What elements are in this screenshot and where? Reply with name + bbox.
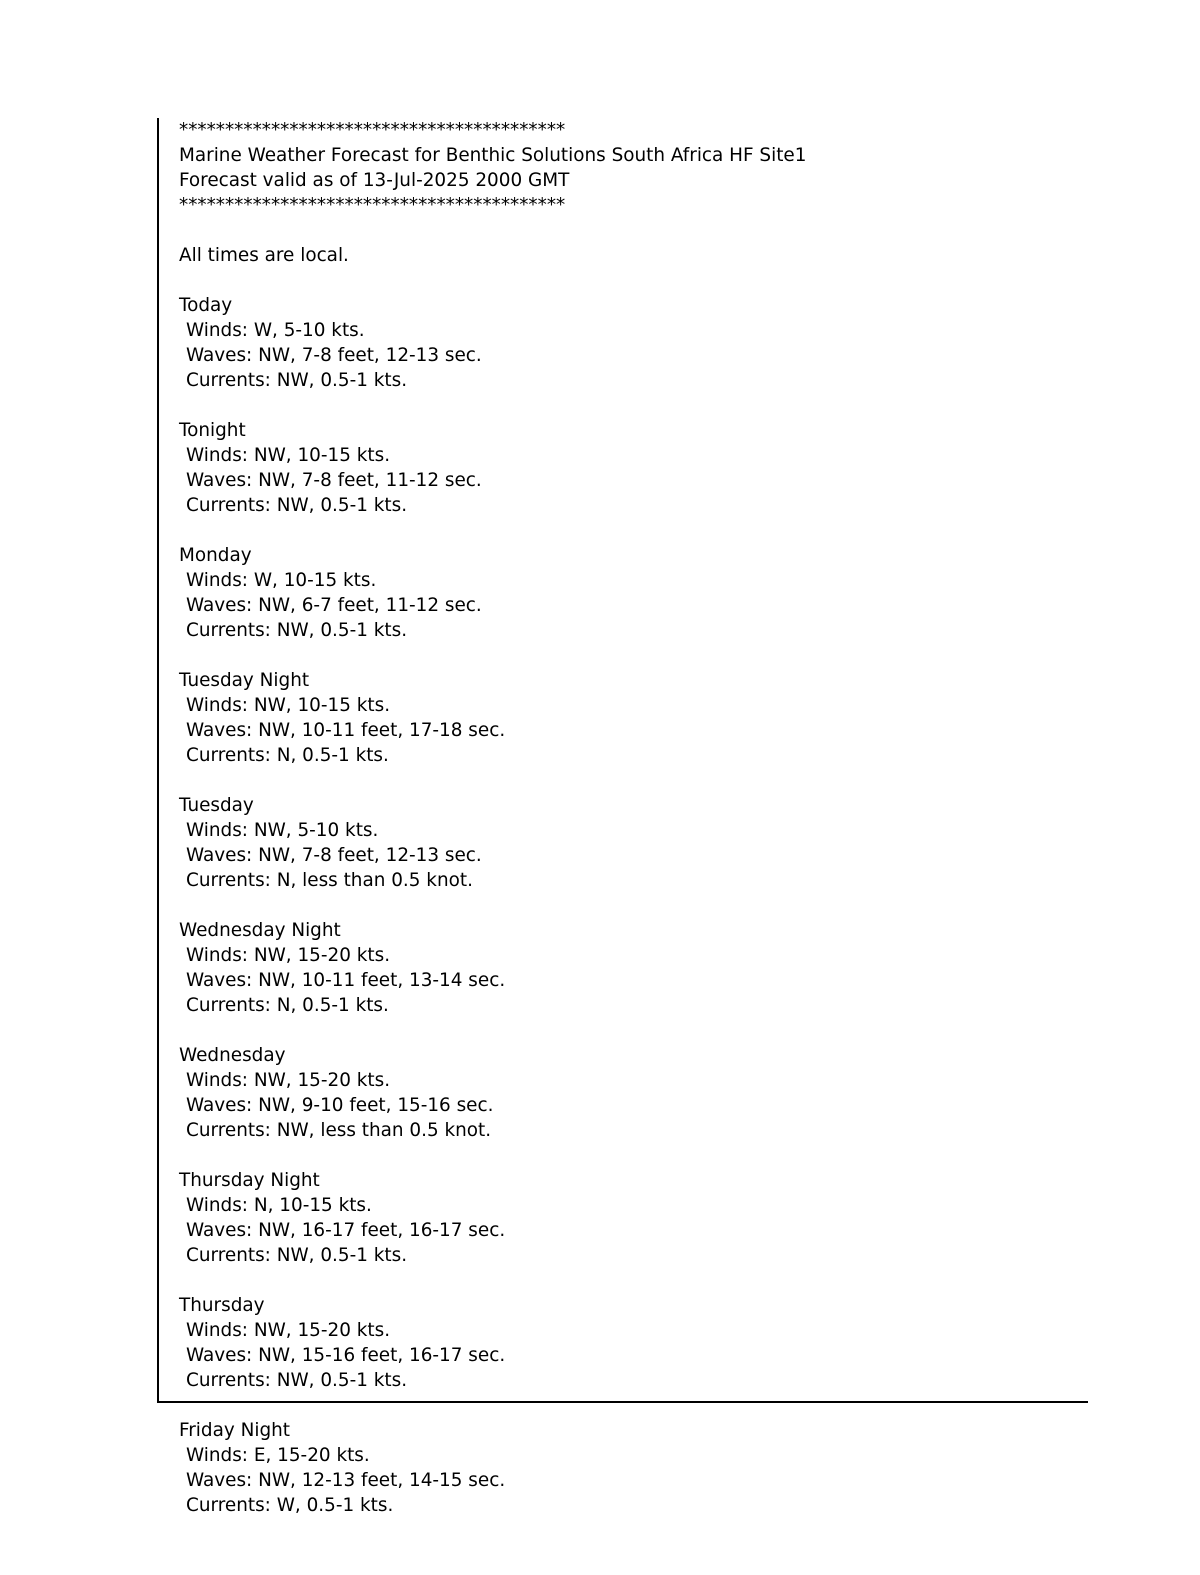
forecast-valid-line: Forecast valid as of 13-Jul-2025 2000 GMT <box>179 170 570 191</box>
period-label: Thursday <box>179 1295 265 1316</box>
blank-line <box>179 1143 806 1168</box>
blank-line <box>179 218 806 243</box>
blank-line <box>179 393 806 418</box>
currents-line: Currents: NW, 0.5-1 kts. <box>186 495 408 516</box>
currents-line: Currents: NW, 0.5-1 kts. <box>186 1245 408 1266</box>
forecast-period <box>179 668 806 793</box>
period-label: Tonight <box>179 420 246 441</box>
period-label: Wednesday Night <box>179 920 341 941</box>
waves-line: Waves: NW, 10-11 feet, 17-18 sec. <box>186 720 506 741</box>
waves-line: Waves: NW, 6-7 feet, 11-12 sec. <box>186 595 482 616</box>
period-label: Wednesday <box>179 1045 286 1066</box>
winds-line: Winds: W, 5-10 kts. <box>186 320 365 341</box>
currents-line: Currents: NW, 0.5-1 kts. <box>186 1370 408 1391</box>
blank-line <box>179 1518 806 1543</box>
forecast-period <box>179 543 806 668</box>
currents-line: Currents: NW, 0.5-1 kts. <box>186 620 408 641</box>
separator-top: ****************************************** <box>179 120 566 141</box>
blank-line <box>179 893 806 918</box>
forecast-period <box>179 1418 806 1543</box>
winds-line: Winds: W, 10-15 kts. <box>186 570 377 591</box>
forecast-period <box>179 293 806 418</box>
times-note: All times are local. <box>179 245 349 266</box>
blank-line <box>179 1018 806 1043</box>
forecast-period <box>179 793 806 918</box>
blank-line <box>179 768 806 793</box>
currents-line: Currents: W, 0.5-1 kts. <box>186 1495 394 1516</box>
period-label: Monday <box>179 545 252 566</box>
currents-line: Currents: N, 0.5-1 kts. <box>186 745 389 766</box>
forecast-period <box>179 418 806 543</box>
winds-line: Winds: E, 15-20 kts. <box>186 1445 370 1466</box>
forecast-periods <box>179 293 806 1543</box>
forecast-text <box>179 118 806 1543</box>
currents-line: Currents: N, 0.5-1 kts. <box>186 995 389 1016</box>
blank-line <box>179 518 806 543</box>
document-title: Marine Weather Forecast for Benthic Solutions South Africa HF Site1 <box>179 145 807 166</box>
waves-line: Waves: NW, 7-8 feet, 11-12 sec. <box>186 470 482 491</box>
waves-line: Waves: NW, 7-8 feet, 12-13 sec. <box>186 845 482 866</box>
winds-line: Winds: NW, 5-10 kts. <box>186 820 379 841</box>
waves-line: Waves: NW, 16-17 feet, 16-17 sec. <box>186 1220 506 1241</box>
forecast-period <box>179 918 806 1043</box>
winds-line: Winds: NW, 15-20 kts. <box>186 945 391 966</box>
winds-line: Winds: NW, 10-15 kts. <box>186 695 391 716</box>
winds-line: Winds: NW, 10-15 kts. <box>186 445 391 466</box>
winds-line: Winds: NW, 15-20 kts. <box>186 1070 391 1091</box>
blank-line <box>179 1268 806 1293</box>
waves-line: Waves: NW, 15-16 feet, 16-17 sec. <box>186 1345 506 1366</box>
waves-line: Waves: NW, 7-8 feet, 12-13 sec. <box>186 345 482 366</box>
period-label: Friday Night <box>179 1420 290 1441</box>
currents-line: Currents: NW, 0.5-1 kts. <box>186 370 408 391</box>
blank-line <box>179 643 806 668</box>
currents-line: Currents: N, less than 0.5 knot. <box>186 870 473 891</box>
period-label: Tuesday <box>179 795 254 816</box>
forecast-period <box>179 1168 806 1293</box>
waves-line: Waves: NW, 9-10 feet, 15-16 sec. <box>186 1095 494 1116</box>
waves-line: Waves: NW, 12-13 feet, 14-15 sec. <box>186 1470 506 1491</box>
blank-line <box>179 1393 806 1418</box>
winds-line: Winds: NW, 15-20 kts. <box>186 1320 391 1341</box>
forecast-period <box>179 1293 806 1418</box>
period-label: Today <box>179 295 233 316</box>
currents-line: Currents: NW, less than 0.5 knot. <box>186 1120 492 1141</box>
waves-line: Waves: NW, 10-11 feet, 13-14 sec. <box>186 970 506 991</box>
blank-line <box>179 268 806 293</box>
period-label: Tuesday Night <box>179 670 310 691</box>
forecast-period <box>179 1043 806 1168</box>
winds-line: Winds: N, 10-15 kts. <box>186 1195 372 1216</box>
separator-bottom: ****************************************** <box>179 195 566 216</box>
period-label: Thursday Night <box>179 1170 320 1191</box>
